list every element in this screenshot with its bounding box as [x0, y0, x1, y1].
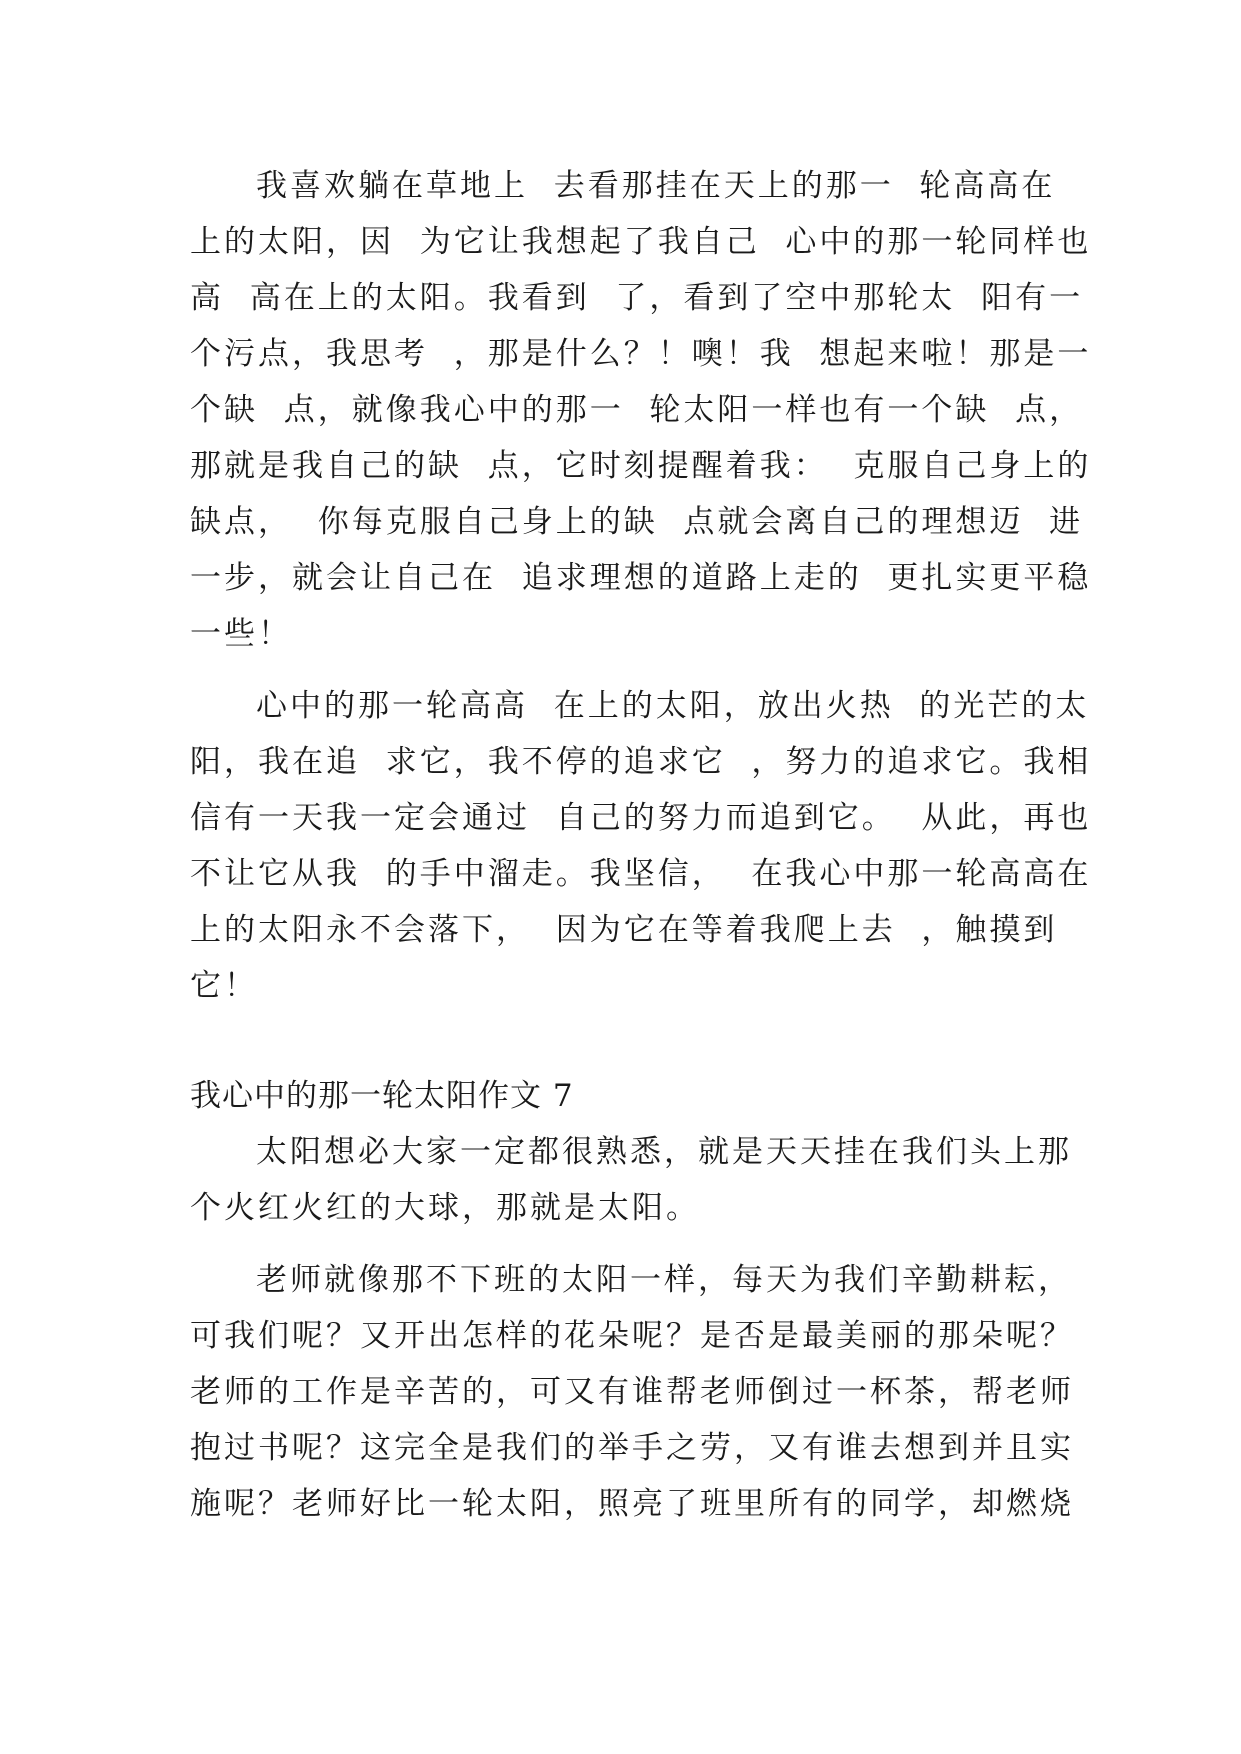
paragraph-2-line-3: 信有一天我一定会通过 自己的努力而追到它。 从此，再也	[190, 800, 1092, 836]
paragraph-4-line-2: 可我们呢？又开出怎样的花朵呢？是否是最美丽的那朵呢？	[190, 1318, 1074, 1354]
paragraph-1-line-9: 一些！	[190, 616, 292, 652]
paragraph-3-line-2: 个火红火红的大球，那就是太阳。	[190, 1190, 700, 1226]
paragraph-1-line-7: 缺点， 你每克服自己身上的缺 点就会离自己的理想迈 进	[190, 504, 1084, 540]
paragraph-2-line-1: 心中的那一轮高高 在上的太阳，放出火热 的光芒的太	[256, 688, 1090, 724]
paragraph-1-line-1: 我喜欢躺在草地上 去看那挂在天上的那一 轮高高在	[256, 168, 1056, 204]
paragraph-4-line-5: 施呢？老师好比一轮太阳，照亮了班里所有的同学，却燃烧	[190, 1486, 1074, 1522]
paragraph-1-line-8: 一步，就会让自己在 追求理想的道路上走的 更扎实更平稳	[190, 560, 1092, 596]
paragraph-2-line-4: 不让它从我 的手中溜走。我坚信， 在我心中那一轮高高在	[190, 856, 1092, 892]
paragraph-1-line-6: 那就是我自己的缺 点，它时刻提醒着我： 克服自己身上的	[190, 448, 1092, 484]
paragraph-2-line-5: 上的太阳永不会落下， 因为它在等着我爬上去 ，触摸到	[190, 912, 1058, 948]
paragraph-4-line-1: 老师就像那不下班的太阳一样，每天为我们辛勤耕耘，	[256, 1262, 1072, 1298]
paragraph-3-line-1: 太阳想必大家一定都很熟悉，就是天天挂在我们头上那	[256, 1134, 1072, 1170]
paragraph-4-line-3: 老师的工作是辛苦的，可又有谁帮老师倒过一杯茶，帮老师	[190, 1374, 1074, 1410]
paragraph-2-line-2: 阳，我在追 求它，我不停的追求它 ，努力的追求它。我相	[190, 744, 1092, 780]
paragraph-1-line-5: 个缺 点，就像我心中的那一 轮太阳一样也有一个缺 点，	[190, 392, 1084, 428]
paragraph-1-line-3: 高 高在上的太阳。我看到 了，看到了空中那轮太 阳有一	[190, 280, 1084, 316]
section-heading: 我心中的那一轮太阳作文 7	[190, 1078, 574, 1114]
paragraph-2-line-6: 它！	[190, 968, 258, 1004]
paragraph-4-line-4: 抱过书呢？这完全是我们的举手之劳，又有谁去想到并且实	[190, 1430, 1074, 1466]
paragraph-1-line-4: 个污点，我思考 ，那是什么？！噢！我 想起来啦！那是一	[190, 336, 1092, 372]
paragraph-1-line-2: 上的太阳，因 为它让我想起了我自己 心中的那一轮同样也	[190, 224, 1092, 260]
